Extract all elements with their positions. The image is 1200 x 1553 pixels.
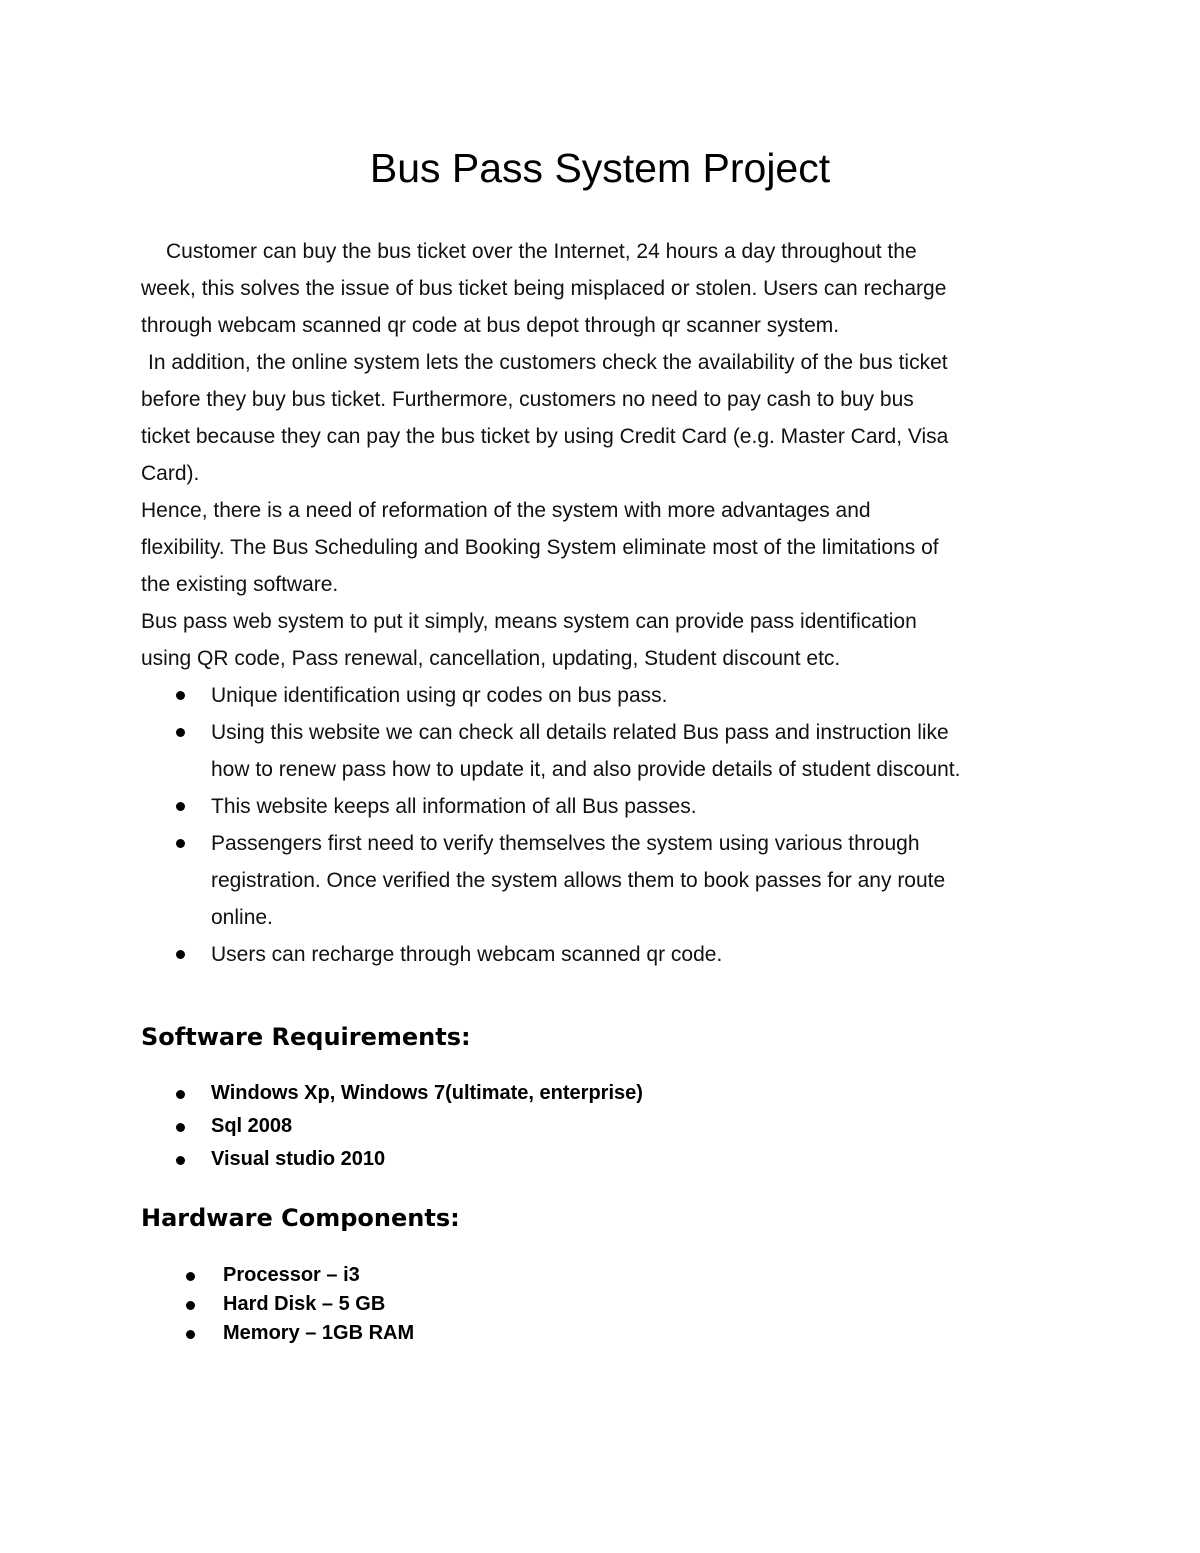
list-item	[141, 936, 1061, 973]
list-item	[141, 788, 1061, 825]
paragraph-web-system	[141, 603, 1061, 677]
bullet-icon	[176, 802, 185, 811]
list-item	[141, 1319, 414, 1348]
paragraph-line: flexibility. The Bus Scheduling and Booking System eliminate most of the limitations of	[141, 536, 939, 559]
bullet-icon	[176, 691, 185, 700]
list-item	[141, 1290, 414, 1319]
list-item	[141, 714, 1061, 788]
hardware-components-list	[141, 1261, 414, 1348]
list-item-text: online.	[211, 906, 273, 929]
hardware-components-heading: Hardware Components:	[141, 1204, 460, 1232]
paragraph-line: before they buy bus ticket. Furthermore, customers no need to pay cash to buy bus	[141, 388, 914, 411]
list-item-text: Using this website we can check all details related Bus pass and instruction like	[211, 721, 949, 744]
list-item-text: Windows Xp, Windows 7(ultimate, enterprise)	[211, 1082, 643, 1104]
paragraph-line: Bus pass web system to put it simply, means system can provide pass identification	[141, 610, 917, 633]
paragraph-line: through webcam scanned qr code at bus depot through qr scanner system.	[141, 314, 840, 337]
list-item	[141, 825, 1061, 936]
paragraph-line: Card).	[141, 462, 200, 485]
list-item-text: Memory – 1GB RAM	[223, 1322, 415, 1344]
bullet-icon	[176, 1156, 185, 1165]
paragraph-reformation	[141, 492, 1061, 603]
list-item	[141, 1143, 643, 1176]
bullet-icon	[176, 728, 185, 737]
list-item	[141, 1110, 643, 1143]
bullet-icon	[186, 1272, 195, 1281]
list-item-text: Hard Disk – 5 GB	[223, 1293, 386, 1315]
list-item-text: how to renew pass how to update it, and also provide details of student discount.	[211, 758, 961, 781]
paragraph-line: the existing software.	[141, 573, 339, 596]
list-item-text: registration. Once verified the system allows them to book passes for any route	[211, 869, 946, 892]
paragraph-line: In addition, the online system lets the customers check the availability of the bus ticket	[148, 351, 948, 374]
document-body	[141, 233, 1061, 973]
feature-list	[141, 677, 1061, 973]
bullet-icon	[176, 1090, 185, 1099]
paragraph-line: using QR code, Pass renewal, cancellation, updating, Student discount etc.	[141, 647, 841, 670]
paragraph-line: week, this solves the issue of bus ticket being misplaced or stolen. Users can recharge	[141, 277, 947, 300]
list-item	[141, 1261, 414, 1290]
bullet-icon	[176, 1123, 185, 1132]
list-item-text: Unique identification using qr codes on bus pass.	[211, 684, 668, 707]
paragraph-addition	[141, 344, 1061, 492]
page-title: Bus Pass System Project	[369, 145, 831, 191]
list-item-text: This website keeps all information of all Bus passes.	[211, 795, 697, 818]
list-item-text: Passengers first need to verify themselves the system using various through	[211, 832, 920, 855]
list-item	[141, 1077, 643, 1110]
paragraph-line: Hence, there is a need of reformation of the system with more advantages and	[141, 499, 871, 522]
bullet-icon	[186, 1330, 195, 1339]
bullet-icon	[186, 1301, 195, 1310]
list-item-text: Users can recharge through webcam scanned qr code.	[211, 943, 723, 966]
software-requirements-list	[141, 1077, 643, 1176]
paragraph-intro	[141, 233, 1061, 344]
list-item-text: Processor – i3	[223, 1264, 360, 1286]
bullet-icon	[176, 839, 185, 848]
paragraph-line: ticket because they can pay the bus ticket by using Credit Card (e.g. Master Card, Visa	[141, 425, 949, 448]
list-item-text: Visual studio 2010	[211, 1148, 386, 1170]
software-requirements-heading: Software Requirements:	[141, 1023, 471, 1051]
paragraph-line: Customer can buy the bus ticket over the Internet, 24 hours a day throughout the	[166, 240, 917, 263]
list-item	[141, 677, 1061, 714]
list-item-text: Sql 2008	[211, 1115, 293, 1137]
bullet-icon	[176, 950, 185, 959]
